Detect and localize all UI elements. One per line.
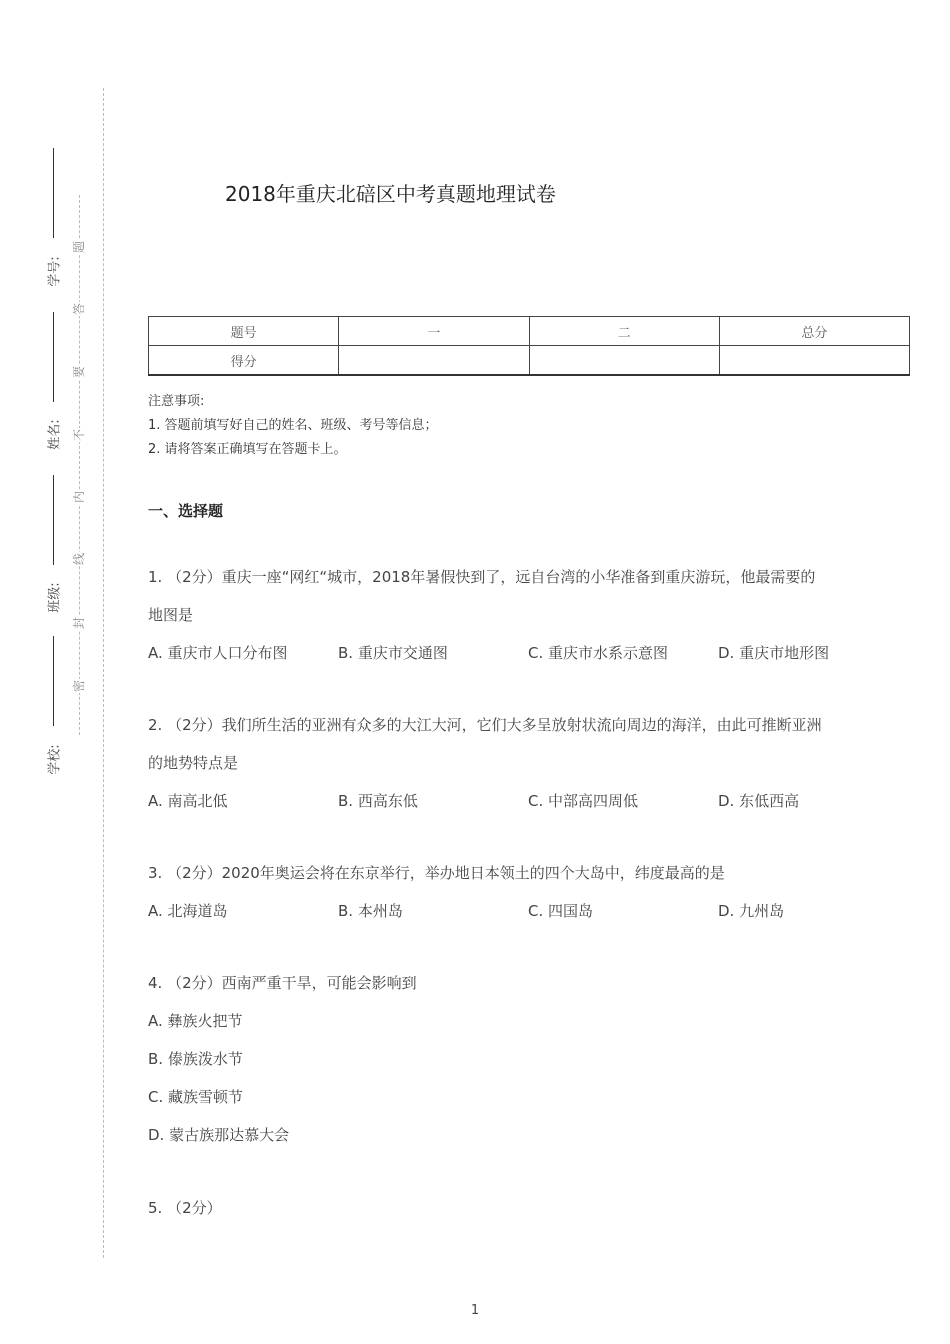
question-text: 2. （2分）我们所生活的亚洲有众多的大江大河，它们大多呈放射状流向周边的海洋，由此可推断亚洲 <box>148 716 822 734</box>
student-id-line <box>53 148 54 238</box>
option-b: B. 本州岛 <box>338 902 403 920</box>
option-d: D. 重庆市地形图 <box>718 644 830 662</box>
name-label: 姓名: <box>47 419 63 450</box>
question-2 <box>148 706 908 782</box>
score-table-cell <box>529 346 719 376</box>
notice-block <box>148 390 438 462</box>
question-3 <box>148 854 908 892</box>
class-label: 班级: <box>47 582 63 613</box>
option-b: B. 傣族泼水节 <box>148 1050 243 1068</box>
option-d: D. 九州岛 <box>718 902 785 920</box>
student-id-label: 学号: <box>47 256 63 287</box>
section-title: 一、选择题 <box>148 502 224 520</box>
option-d: D. 东低西高 <box>718 792 800 810</box>
notice-item: 1. 答题前填写好自己的姓名、班级、考号等信息； <box>148 418 438 433</box>
seal-char: 不 <box>72 429 86 442</box>
question-3-options <box>148 900 908 930</box>
seal-char: 答 <box>72 303 86 316</box>
page-number: 1 <box>470 1303 480 1318</box>
option-b: B. 重庆市交通图 <box>338 644 448 662</box>
seal-char: 线 <box>72 553 86 566</box>
option-c: C. 四国岛 <box>528 902 594 920</box>
score-table-cell: 二 <box>529 317 719 346</box>
option-c: C. 藏族雪顿节 <box>148 1088 244 1106</box>
score-table-cell: 总分 <box>719 317 909 346</box>
school-line <box>53 636 54 726</box>
notice-heading: 注意事项: <box>148 394 205 409</box>
seal-char: 密 <box>72 680 86 693</box>
score-table-cell: 一 <box>339 317 529 346</box>
score-table-cell <box>719 346 909 376</box>
question-text: 5. （2分） <box>148 1199 222 1217</box>
option-c: C. 重庆市水系示意图 <box>528 644 669 662</box>
score-table-cell: 得分 <box>149 346 339 376</box>
question-4 <box>148 964 908 1002</box>
option-a: A. 北海道岛 <box>148 902 228 920</box>
option-a: A. 彝族火把节 <box>148 1012 243 1030</box>
score-table-score-row <box>149 346 910 376</box>
option-b: B. 西高东低 <box>338 792 418 810</box>
seal-char: 内 <box>72 491 86 504</box>
seal-char: 封 <box>72 617 86 630</box>
question-text: 的地势特点是 <box>148 754 239 772</box>
class-line <box>53 475 54 565</box>
question-1 <box>148 558 908 634</box>
seal-char: 题 <box>72 241 86 254</box>
seal-char: 要 <box>72 366 86 379</box>
question-2-options <box>148 790 908 820</box>
school-label: 学校: <box>47 744 63 775</box>
name-line <box>53 312 54 402</box>
question-text: 1. （2分）重庆一座“网红“城市，2018年暑假快到了，远自台湾的小华准备到重庆游玩，他最需要的 <box>148 568 816 586</box>
score-table <box>148 316 910 376</box>
option-d: D. 蒙古族那达慕大会 <box>148 1126 290 1144</box>
question-text: 4. （2分）西南严重干旱，可能会影响到 <box>148 974 417 992</box>
score-table-cell: 题号 <box>149 317 339 346</box>
exam-title: 2018年重庆北碚区中考真题地理试卷 <box>225 182 556 206</box>
score-table-cell <box>339 346 529 376</box>
notice-item: 2. 请将答案正确填写在答题卡上。 <box>148 442 347 457</box>
question-1-options <box>148 642 908 672</box>
question-5 <box>148 1189 908 1227</box>
question-text: 地图是 <box>148 606 194 624</box>
option-a: A. 南高北低 <box>148 792 228 810</box>
option-a: A. 重庆市人口分布图 <box>148 644 288 662</box>
question-text: 3. （2分）2020年奥运会将在东京举行，举办地日本领土的四个大岛中，纬度最高的是 <box>148 864 725 882</box>
option-c: C. 中部高四周低 <box>528 792 639 810</box>
seal-dashed-line <box>79 195 80 735</box>
binding-dashed-line <box>103 88 104 1258</box>
score-table-header-row <box>149 317 910 346</box>
